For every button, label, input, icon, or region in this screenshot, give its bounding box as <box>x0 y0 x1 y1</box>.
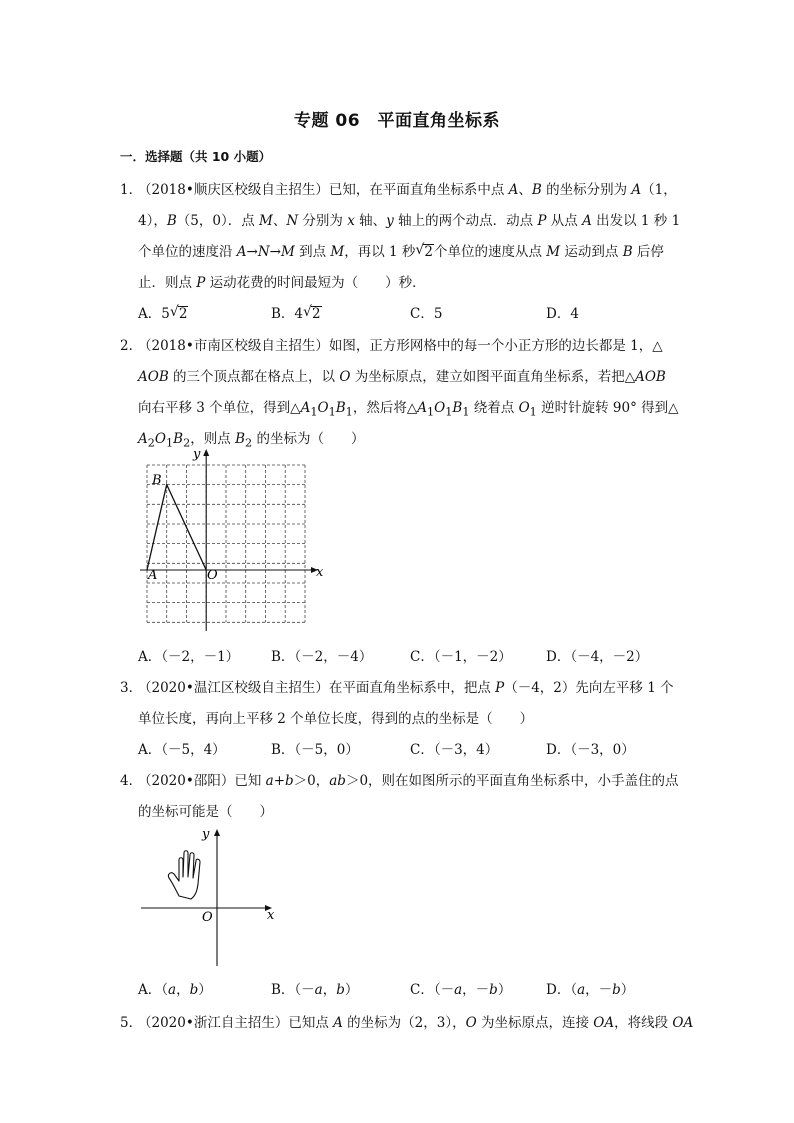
option-a[interactable]: A．（－2，－1） <box>138 649 240 665</box>
sqrt-symbol: √ 2 <box>415 242 433 260</box>
label-o: O <box>202 910 213 925</box>
option-b[interactable]: B．（－2，－4） <box>271 649 373 665</box>
option-c[interactable]: C．（－1，－2） <box>410 649 512 665</box>
question-line: AOB 的三个顶点都在格点上，以 O 为坐标原点，建立如图平面直角坐标系，若把△AOB <box>138 369 666 385</box>
triangle-aob <box>147 485 206 570</box>
option-b[interactable]: B．（－a，b） <box>271 982 359 998</box>
label-b: B <box>152 473 162 488</box>
label-x: x <box>267 908 275 923</box>
label-y: y <box>193 447 201 462</box>
question-line: （2018•顺庆区校级自主招生）已知，在平面直角坐标系中点 A、B 的坐标分别为 A（1， <box>138 182 677 198</box>
question-number: 2． <box>120 338 143 354</box>
question-line: （2020•温江区校级自主招生）在平面直角坐标系中，把点 P（－4，2）先向左平移 1 个 <box>138 680 674 696</box>
option-c[interactable]: C．（－a，－b） <box>410 982 512 998</box>
page-title: 专题 06 平面直角坐标系 <box>293 111 501 131</box>
label-y: y <box>202 827 210 842</box>
question-line: 向右平移 3 个单位，得到$\triangle A_1O_1B_1$，然后将$\triangle A_1O_1B_1$ 绕着点 $O_1$ 逆时针旋转 90° 得到△ <box>138 400 679 419</box>
option-c[interactable]: C．5 <box>410 306 443 322</box>
option-b[interactable]: B．（－5，0） <box>271 742 359 758</box>
question-number: 3． <box>120 680 143 696</box>
option-a[interactable]: A．5 √ 2 <box>138 304 188 322</box>
y-axis-arrow-icon <box>203 449 209 456</box>
grid-figure <box>130 445 330 640</box>
question-line: 4），B（5，0）．点 M、N 分别为 x 轴、y 轴上的两个动点．动点 P 从点 A 出发以 1 秒 1 <box>138 213 681 229</box>
question-line: 单位长度，再向上平移 2 个单位长度，得到的点的坐标是（ ） <box>138 711 534 727</box>
sqrt-symbol: √ 2 <box>303 304 321 322</box>
question-line: （2020•浙江自主招生）已知点 A 的坐标为（2，3），O 为坐标原点，连接 OA，将线段 OA <box>138 1015 694 1031</box>
option-d[interactable]: D．4 <box>546 306 579 322</box>
question-line: 的坐标可能是（ ） <box>138 804 273 820</box>
hand-figure <box>135 822 285 970</box>
hand-icon <box>168 851 200 899</box>
question-number: 5． <box>120 1015 143 1031</box>
label-o: O <box>207 568 218 583</box>
label-x: x <box>316 565 324 580</box>
question-number: 1． <box>120 182 143 198</box>
sqrt-symbol: √ 2 <box>169 304 188 322</box>
option-d[interactable]: D．（－4，－2） <box>546 649 649 665</box>
question-line: 个单位的速度沿 A→N→M 到点 M，再以 1 秒 √ 2个单位的速度从点 M 运动到点 B 后停 <box>138 242 664 260</box>
question-number: 4． <box>120 773 143 789</box>
question-line: （2018•市南区校级自主招生）如图，正方形网格中的每一个小正方形的边长都是 1，△ <box>138 338 663 354</box>
option-d[interactable]: D．（－3，0） <box>546 742 635 758</box>
option-b[interactable]: B．4 √ 2 <box>271 304 321 322</box>
option-a[interactable]: A．（－5，4） <box>138 742 226 758</box>
question-line: 止．则点 P 运动花费的时间最短为（ ）秒． <box>138 275 426 291</box>
section-heading: 一．选择题（共 10 小题） <box>120 149 272 164</box>
option-d[interactable]: D．（a，－b） <box>546 982 635 998</box>
question-line: $A_2O_1B_2$，则点 $B_2$ 的坐标为（ ） <box>138 431 365 450</box>
question-line: （2020•邵阳）已知 a+b＞0，ab＞0，则在如图所示的平面直角坐标系中，小手盖住的点 <box>138 773 679 789</box>
label-a: A <box>148 568 158 583</box>
option-a[interactable]: A．（a，b） <box>138 982 212 998</box>
option-c[interactable]: C．（－3，4） <box>410 742 499 758</box>
y-axis-arrow-icon <box>214 829 220 836</box>
